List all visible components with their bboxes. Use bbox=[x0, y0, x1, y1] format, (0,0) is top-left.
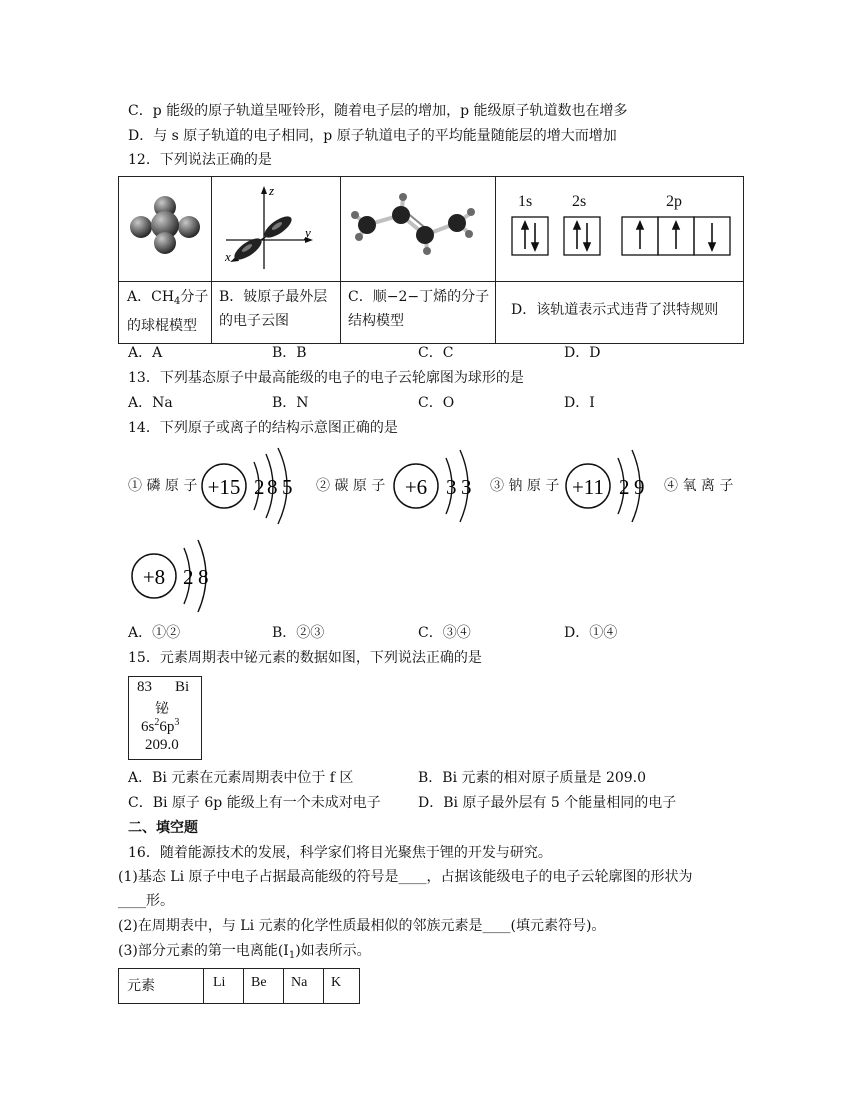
methane-ball-stick-model bbox=[119, 177, 211, 281]
table-header-element: 元素 bbox=[127, 978, 155, 994]
q12-option-c: C．C bbox=[418, 345, 454, 361]
q12-option-a: A．A bbox=[128, 345, 163, 361]
electron-configuration: $6s^26p^3$ bbox=[141, 717, 180, 735]
structure-label-3: ③ 钠 原 子 bbox=[490, 478, 560, 494]
q13-option-b: B．N bbox=[272, 395, 309, 411]
structure-label-2: ② 碳 原 子 bbox=[316, 478, 386, 494]
q14-option-d: D．①④ bbox=[564, 625, 618, 641]
q15-option-d: D．Bi 原子最外层有 5 个能量相同的电子 bbox=[418, 795, 677, 811]
q12-stem: 12．下列说法正确的是 bbox=[128, 152, 272, 168]
orbital-label-1s: 1s bbox=[518, 193, 533, 210]
q12-cell-b-caption: B．铍原子最外层 的电子云图 bbox=[219, 289, 328, 329]
q11-option-c: C．p 能级的原子轨道呈哑铃形，随着电子层的增加，p 能级原子轨道数也在增多 bbox=[128, 103, 628, 119]
svg-text:2: 2 bbox=[254, 475, 265, 499]
bismuth-element-card bbox=[128, 676, 202, 760]
atomic-number: 83 bbox=[137, 679, 152, 695]
table-header-li: Li bbox=[213, 975, 226, 990]
q13-stem: 13．下列基态原子中最高能级的电子的电子云轮廓图为球形的是 bbox=[128, 370, 524, 386]
table-header-na: Na bbox=[291, 975, 308, 990]
q12-cell-c-caption: C．顺−2−丁烯的分子 结构模型 bbox=[348, 289, 490, 329]
electron-cloud-diagram bbox=[212, 177, 340, 281]
svg-text:2: 2 bbox=[183, 565, 194, 589]
q16-part3: (3)部分元素的第一电离能$(I_1)$如表所示。 bbox=[118, 943, 371, 961]
svg-text:+15: +15 bbox=[207, 475, 241, 499]
q16-part2: (2)在周期表中，与 Li 元素的化学性质最相似的邻族元素是____(填元素符号)。 bbox=[118, 918, 606, 934]
q16-part1-line2: ____形。 bbox=[118, 893, 174, 909]
table-header-k: K bbox=[331, 975, 342, 990]
q16-part1-line1: (1)基态 Li 原子中电子占据最高能级的符号是____，占据该能级电子的电子云轮廓图的形状为 bbox=[118, 869, 693, 885]
q14-option-a: A．①② bbox=[128, 625, 181, 641]
oxide-ion-structure bbox=[128, 536, 223, 616]
orbital-label-2s: 2s bbox=[572, 193, 587, 210]
ionization-energy-table bbox=[118, 968, 360, 1004]
svg-text:3: 3 bbox=[461, 475, 472, 499]
svg-text:+11: +11 bbox=[571, 475, 605, 499]
q14-option-c: C．③④ bbox=[418, 625, 471, 641]
svg-text:9: 9 bbox=[634, 475, 645, 499]
q12-option-b: B．B bbox=[272, 345, 307, 361]
svg-text:3: 3 bbox=[446, 475, 457, 499]
q12-table bbox=[118, 176, 744, 344]
q12-cell-a-caption: A．$CH_4$分子 的球棍模型 bbox=[127, 289, 209, 334]
svg-text:8: 8 bbox=[267, 475, 278, 499]
q16-stem: 16．随着能源技术的发展，科学家们将目光聚焦于锂的开发与研究。 bbox=[128, 845, 552, 861]
section-title: 二、填空题 bbox=[128, 820, 198, 836]
svg-text:2: 2 bbox=[619, 475, 630, 499]
element-symbol: Bi bbox=[175, 679, 190, 695]
sodium-atom-structure bbox=[562, 446, 662, 526]
carbon-atom-structure bbox=[390, 446, 485, 526]
q13-option-a: A．Na bbox=[128, 395, 173, 411]
svg-text:8: 8 bbox=[198, 565, 209, 589]
atomic-mass: 209.0 bbox=[145, 737, 179, 753]
phosphorus-atom-structure bbox=[198, 446, 308, 526]
q15-option-b: B．Bi 元素的相对原子质量是 209.0 bbox=[418, 770, 647, 786]
svg-text:5: 5 bbox=[282, 475, 293, 499]
structure-label-1: ① 磷 原 子 bbox=[128, 478, 198, 494]
table-header-be: Be bbox=[251, 975, 267, 990]
q12-option-d: D．D bbox=[564, 345, 601, 361]
q13-option-d: D．I bbox=[564, 395, 595, 411]
svg-text:+6: +6 bbox=[404, 475, 428, 499]
butene-structure-model bbox=[341, 177, 495, 281]
q15-stem: 15．元素周期表中铋元素的数据如图，下列说法正确的是 bbox=[128, 650, 482, 666]
q12-cell-d-caption: D．该轨道表示式违背了洪特规则 bbox=[511, 302, 719, 318]
svg-text:+8: +8 bbox=[142, 565, 166, 589]
q13-option-c: C．O bbox=[418, 395, 455, 411]
q15-option-a: A．Bi 元素在元素周期表中位于 f 区 bbox=[128, 770, 354, 786]
structure-label-4: ④ 氧 离 子 bbox=[664, 478, 734, 494]
orbital-label-2p: 2p bbox=[666, 193, 682, 210]
y-axis-label: y bbox=[305, 225, 311, 240]
q14-stem: 14．下列原子或离子的结构示意图正确的是 bbox=[128, 420, 398, 436]
orbital-diagram bbox=[496, 177, 743, 281]
q15-option-c: C．Bi 原子 6p 能级上有一个未成对电子 bbox=[128, 795, 381, 811]
element-name: 铋 bbox=[155, 701, 169, 717]
q11-option-d: D．与 s 原子轨道的电子相同，p 原子轨道电子的平均能量随能层的增大而增加 bbox=[128, 128, 617, 144]
x-axis-label: x bbox=[225, 249, 231, 264]
q14-option-b: B．②③ bbox=[272, 625, 325, 641]
z-axis-label: z bbox=[269, 183, 275, 198]
